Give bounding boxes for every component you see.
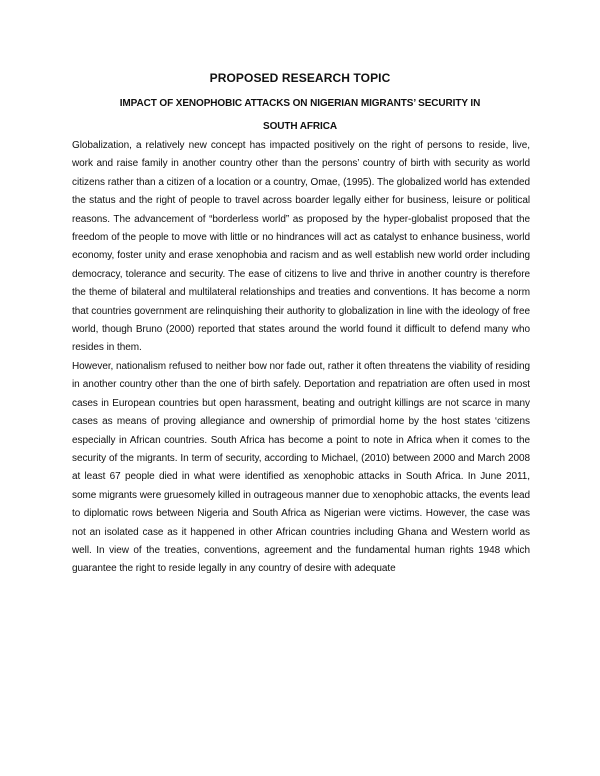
page-title: PROPOSED RESEARCH TOPIC xyxy=(209,71,391,85)
research-topic-line-2: SOUTH AFRICA xyxy=(263,121,337,132)
paragraph-nationalism: However, nationalism refused to neither bow nor fade out, rather it often threatens the viability of residing in another country other than the one of birth safely. Deportation and repatriation are often used in most cases in European countries but open harassment, beating and outright killings are not scarce in many cases as means of proving allegiance and ownership of primordial home by the host states ‘citizens especially in African countries. South Africa has become a point to note in Africa when it comes to the security of the migrants. In term of security, according to Michael, (2010) between 2000 and March 2008 at least 67 people died in what were identified as xenophobic attacks in South Africa. In June 2011, some migrants were gruesomely killed in outrageous manner due to xenophobic attacks, the events lead to diplomatic rows between Nigeria and South Africa as Nigerian were victims. However, the case was not an isolated case as it happened in other African countries including Ghana and Western world as well. In view of the treaties, conventions, agreement and the fundamental human rights 1948 which guarantee the right to reside legally in any country of desire with adequate xyxy=(72,360,530,575)
paragraph-globalization: Globalization, a relatively new concept has impacted positively on the right of persons to reside, live, work and raise family in another country other than the persons’ country of birth with security as world citizens rather than a citizen of a location or a country, Omae, (1995). The globalized world has extended the status and the right of people to travel across boarder legally either for business, leisure or political reasons. The advancement of “borderless world” as proposed by the hyper-globalist proposed that the freedom of the people to move with little or no hindrances will act as catalyst to enhance business, world economy, foster unity and erase xenophobia and racism and as well establish new world order including democracy, tolerance and security. The ease of citizens to live and thrive in another country is therefore the theme of bilateral and multilateral relationships and treaties and conventions. It has become a norm that countries government are relinquishing their authority to globalization in line with the ideology of free world, though Bruno (2000) reported that states around the world found it difficult to defend many who resides in them. xyxy=(72,140,530,354)
research-topic-line-1: IMPACT OF XENOPHOBIC ATTACKS ON NIGERIAN MIGRANTS’ SECURITY IN xyxy=(119,98,481,109)
body-text xyxy=(72,137,530,579)
